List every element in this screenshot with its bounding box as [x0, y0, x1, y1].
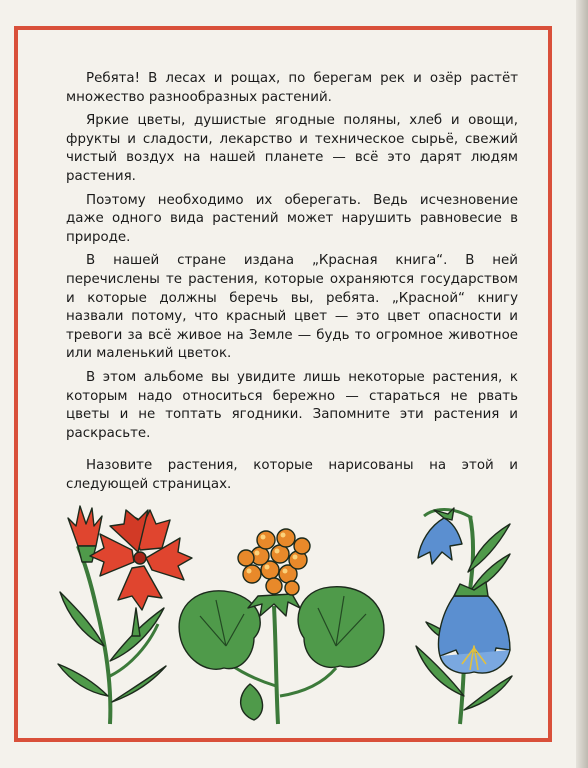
closing-paragraph: Назовите растения, которые нарисованы на этой и следующей страницах. [66, 458, 518, 492]
paragraph-1: Ребята! В лесах и рощах, по берегам рек и озёр растёт множество разнообразных растений. [66, 71, 518, 105]
paragraph-2: Яркие цветы, душистые ягодные поляны, хлеб и овощи, фрукты и сладости, лекарство и техническое сырьё, свежий чистый воздух на нашей планете — всё это дарят людям растения. [66, 113, 518, 184]
cloudberry-illustration [179, 529, 384, 724]
paragraph-5: В этом альбоме вы увидите лишь некоторые растения, к которым надо относиться бережно — стараться не рвать цветы и не топтать ягодники. Запомните эти растения и раскрасьте. [66, 369, 518, 441]
page-edge [576, 0, 588, 768]
paragraph-4: В нашей стране издана „Красная книга“. В ней перечислены те растения, которые охраняются государством и которые должны беречь вы, ребята. „Красной“ книгу назвали потому, что красный цвет — это цвет опасности и тревоги за всё живое на Земле — будь то огромное животное или маленький цветок. [66, 253, 518, 362]
intro-text [66, 70, 518, 499]
paragraph-3: Поэтому необходимо их оберегать. Ведь исчезновение даже одного вида растений может нарушить равновесие в природе. [66, 192, 518, 245]
plant-illustrations [40, 496, 540, 726]
carnation-illustration [58, 506, 192, 724]
bellflower-illustration [416, 508, 512, 724]
